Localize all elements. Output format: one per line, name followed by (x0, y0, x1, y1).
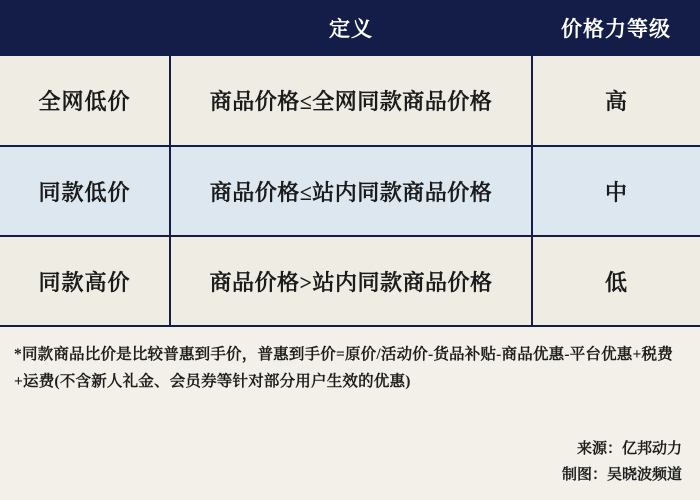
cell-definition: 商品价格≤全网同款商品价格 (170, 56, 532, 146)
footnote-text: *同款商品比价是比较普惠到手价，普惠到手价=原价/活动价-货品补贴-商品优惠-平台优惠+税费+运费(不含新人礼金、会员券等针对部分用户生效的优惠) (14, 346, 673, 391)
source-line: 来源：亿邦动力 (576, 440, 682, 457)
cell-definition: 商品价格>站内同款商品价格 (170, 236, 532, 326)
column-header-term (0, 0, 170, 56)
cell-term: 同款高价 (0, 236, 170, 326)
table-body (0, 56, 700, 326)
column-header-grade: 价格力等级 (532, 0, 700, 56)
cell-grade: 低 (532, 236, 700, 326)
table-header (0, 0, 700, 56)
cell-definition: 商品价格≤站内同款商品价格 (170, 146, 532, 236)
chart-credit-line: 制图：吴晓波频道 (561, 466, 682, 483)
cell-grade: 中 (532, 146, 700, 236)
table-row (0, 56, 700, 146)
table-row (0, 236, 700, 326)
cell-grade: 高 (532, 56, 700, 146)
credits (562, 436, 682, 489)
cell-term: 同款低价 (0, 146, 170, 236)
table-row (0, 146, 700, 236)
column-header-definition: 定义 (170, 0, 532, 56)
cell-term: 全网低价 (0, 56, 170, 146)
table-header-row (0, 0, 700, 56)
